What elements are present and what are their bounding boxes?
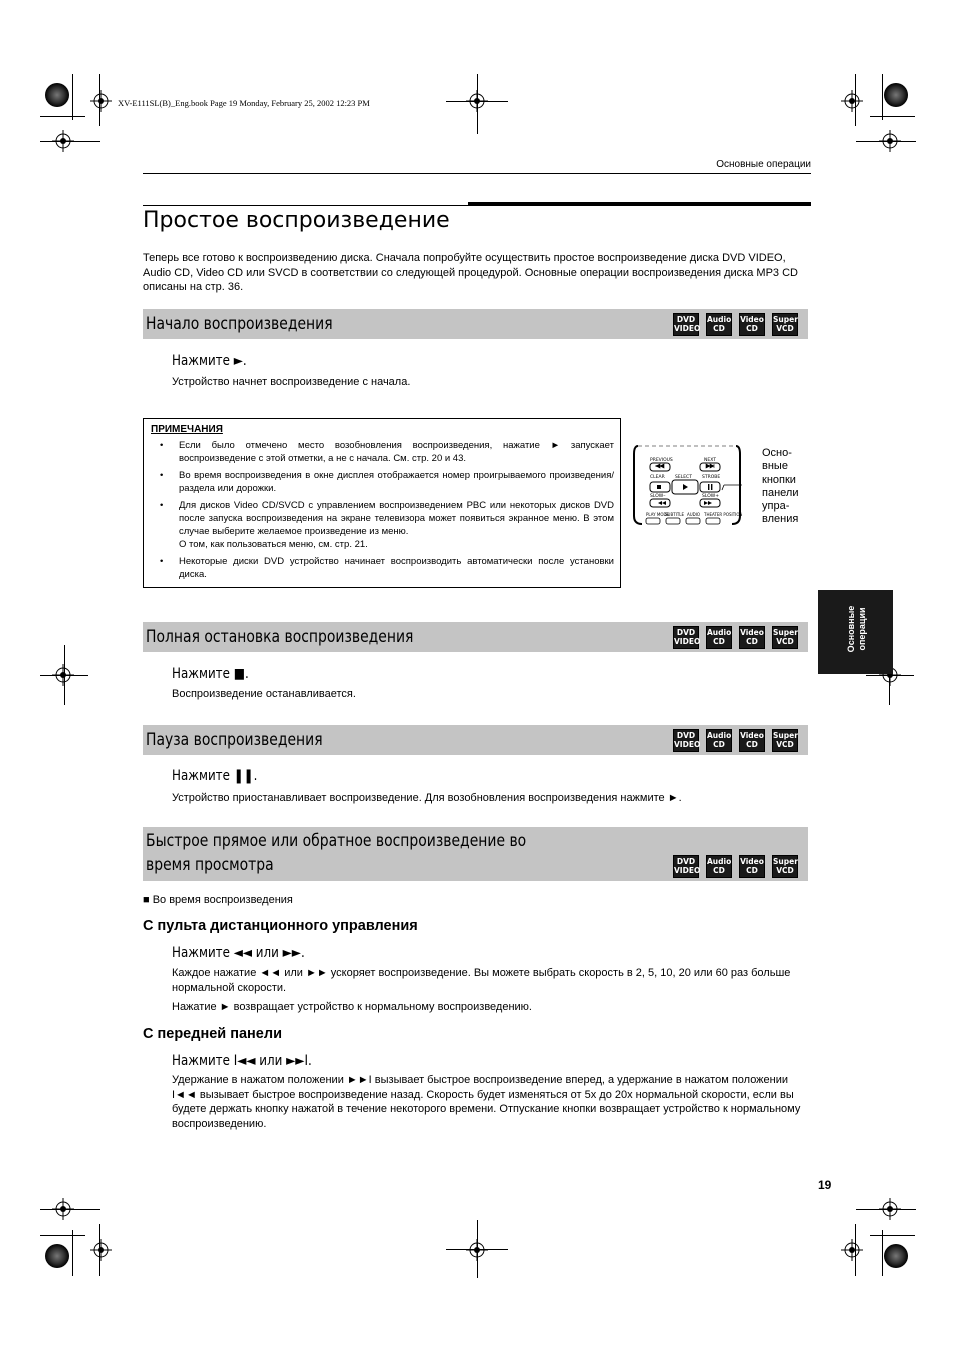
dvd-video-badge: DVD VIDEO <box>673 855 699 878</box>
section-stop-bar <box>143 622 808 652</box>
section-stop-title: Полная остановка воспроизведения <box>146 627 414 647</box>
pause-icon <box>708 484 709 490</box>
fast-forward-icon <box>704 501 712 505</box>
remote-caption: Осно- вные кнопки панели упра- вления <box>762 447 799 526</box>
rewind-icon <box>658 501 666 505</box>
remote-label-clear: CLEAR <box>650 475 665 480</box>
remote-label-strobe: STROBE <box>702 475 721 480</box>
disc-badges <box>673 855 798 878</box>
section-fast-title: Быстрое прямое или обратное воспроизведение во время просмотра <box>146 831 527 875</box>
play-icon <box>683 484 688 490</box>
stop-icon <box>657 485 661 489</box>
page-title: Простое воспроизведение <box>143 208 450 233</box>
dvd-video-badge: DVD VIDEO <box>673 626 699 649</box>
notes-title: ПРИМЕЧАНИЯ <box>151 424 223 435</box>
video-cd-badge: Video CD <box>739 313 765 336</box>
super-vcd-badge: Super VCD <box>772 729 798 752</box>
pause-press-instruction: Нажмите ❚❚. <box>172 768 258 784</box>
intro-text: Теперь все готово к воспроизведению диска. Сначала попробуйте осуществить простое воспроизведение диска DVD VIDEO, Audio CD, Video CD или SVCD в соответствии со следующей процедурой. Основные операции воспроизведения диска MP3 CD описаны на стр. 36. <box>143 252 798 293</box>
audio-cd-badge: Audio CD <box>706 729 732 752</box>
front-panel-description: Удержание в нажатом положении ►►I вызывает быстрое воспроизведение вперед, а удержание в нажатом положении I◄◄ вызывает быстрое воспроизведение назад. Скорость будет изменяться от 5x до 20x нормальной скорости, если вы будете держать кнопку нажатой в течение некоторого времени. Отпускание кнопки возвращает устройство к нормальному воспроизведению. <box>172 1074 801 1130</box>
section-fast-bar <box>143 827 808 881</box>
side-tab <box>818 590 893 674</box>
start-press-instruction: Нажмите ►. <box>172 353 247 369</box>
remote-label-next: NEXT <box>704 458 716 463</box>
front-panel-press-instruction: Нажмите I◄◄ или ►►I. <box>172 1053 312 1069</box>
super-vcd-badge: Super VCD <box>772 313 798 336</box>
dvd-video-badge: DVD VIDEO <box>673 313 699 336</box>
front-panel-subheading: С передней панели <box>143 1026 282 1042</box>
note-item: • Во время воспроизведения в окне дисплея отображается номер проигрываемого произведения/раздела или дорожки. <box>152 469 614 495</box>
next-icon <box>706 464 714 468</box>
remote-label-subtitle: SUBTITLE <box>665 512 685 517</box>
note-item: • Для дисков Video CD/SVCD с управлением воспроизведением PBC или некоторых дисков DVD после запуска воспроизведения на экране телевизора может появиться экранное меню. В этом случае выберите желаемое произведение из меню. О том, как пользоваться меню, см. стр. 21. <box>152 499 614 551</box>
audio-cd-badge: Audio CD <box>706 855 732 878</box>
stop-description: Воспроизведение останавливается. <box>172 688 356 700</box>
notes-list <box>152 439 614 585</box>
audio-cd-badge: Audio CD <box>706 626 732 649</box>
super-vcd-badge: Super VCD <box>772 626 798 649</box>
remote-label-select: SELECT <box>675 475 692 480</box>
file-header: XV-E111SL(B)_Eng.book Page 19 Monday, February 25, 2002 12:23 PM <box>118 98 370 108</box>
remote-label-play-mode: PLAY MODE <box>646 512 670 517</box>
remote-subheading: С пульта дистанционного управления <box>143 918 418 934</box>
remote-label-previous: PREVIOUS <box>650 458 673 463</box>
section-pause-bar <box>143 725 808 755</box>
video-cd-badge: Video CD <box>739 626 765 649</box>
super-vcd-badge: Super VCD <box>772 855 798 878</box>
notes-box <box>143 418 621 588</box>
dvd-video-badge: DVD VIDEO <box>673 729 699 752</box>
header-rule <box>143 173 811 174</box>
remote-press-instruction: Нажмите ◄◄ или ►►. <box>172 945 305 961</box>
disc-badges <box>673 729 798 752</box>
remote-description-2: Нажатие ► возвращает устройство к нормальному воспроизведению. <box>172 1001 532 1013</box>
audio-cd-badge: Audio CD <box>706 313 732 336</box>
section-start-bar <box>143 309 808 339</box>
remote-label-theater-position: THEATER POSITION <box>704 512 742 517</box>
remote-label-slow-plus: SLOW+ <box>702 494 719 499</box>
running-head: Основные операции <box>716 159 811 170</box>
fast-condition: ■ Во время воспроизведения <box>143 894 293 906</box>
note-item: • Если было отмечено место возобновления воспроизведения, нажатие ► запускает воспроизведение с этой отметки, а не с начала. См. стр. 20 и 43. <box>152 439 614 465</box>
section-pause-title: Пауза воспроизведения <box>146 730 323 750</box>
video-cd-badge: Video CD <box>739 855 765 878</box>
note-item: • Некоторые диски DVD устройство начинает воспроизводить автоматически после установки диска. <box>152 555 614 581</box>
disc-badges <box>673 626 798 649</box>
start-description: Устройство начнет воспроизведение с начала. <box>172 376 411 388</box>
remote-description-1: Каждое нажатие ◄◄ или ►► ускоряет воспроизведение. Вы можете выбрать скорость в 2, 5, 10, 20 или 60 раз больше нормальной скорости. <box>172 967 791 994</box>
video-cd-badge: Video CD <box>739 729 765 752</box>
section-start-title: Начало воспроизведения <box>146 314 333 334</box>
remote-label-audio: AUDIO <box>687 512 701 517</box>
disc-badges <box>673 313 798 336</box>
page-number: 19 <box>818 1178 832 1192</box>
pause-description: Устройство приостанавливает воспроизведение. Для возобновления воспроизведения нажмите ►. <box>172 792 682 804</box>
previous-icon <box>656 464 664 468</box>
remote-label-slow-minus: SLOW– <box>650 494 666 499</box>
stop-press-instruction: Нажмите ■. <box>172 666 249 682</box>
side-tab-label: Основные операции <box>846 605 867 653</box>
remote-control-illustration <box>632 444 742 526</box>
